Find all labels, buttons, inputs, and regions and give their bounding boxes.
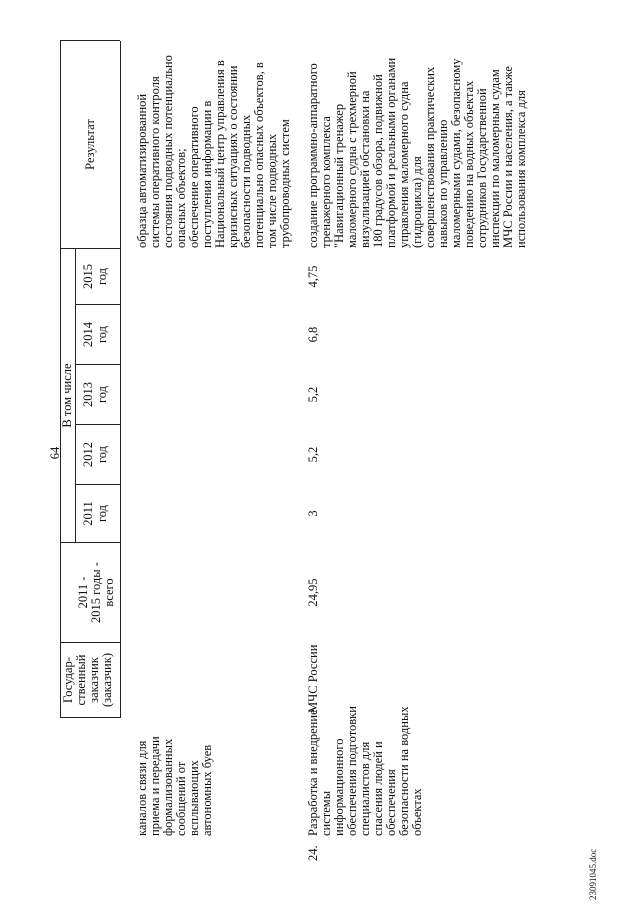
row-customer: МЧС России [306, 644, 320, 713]
page-number: 64 [48, 446, 62, 460]
row-2014: 6,8 [306, 326, 320, 343]
row-number: 24. [306, 845, 320, 861]
row-total: 24,95 [306, 578, 320, 607]
header-result: Результат [83, 119, 97, 170]
header-in-that-number: В том числе [60, 363, 74, 428]
rotated-page: 23091045.doc 64 Государ- ственный заказчик (заказчик) 2011 - 2015 годы - всего В том числе 2011 год 2012 год 2013 год 2014 год 2015 год Результат каналов связи для приема и передачи формализованных сообщений от всплывающих автономных буев образца автоматизированной системы оперативного контроля состояния подводных потенциально опасных объектов; обеспечение оперативного поступления информации в Национальный центр управления в кризисных ситуациях о состоянии безопасности подводных потенциально опасных объектов, в том числе подводных трубопроводных систем 24. Разработка и внедрение системы информационного обеспечения подготовки специалистов для спасения людей и обеспечения безопасности на водных объектах МЧС России 24,95 3 5,2 5,2 6,8 4,75 создание программно-аппаратного тренажерного комплекса "Навигационный тренажер маломерного судна с трехмерной визуализацией обстановки на 180 градусов обзора, подвижной платформой и реальными органами управления маломерного судна (гидроцикла) для совершенствования практических навыков по управлению маломерными судами, безопасному поведению на водных объектах сотрудников Государственной инспекции по маломерным судам МЧС России и населения, а также использования комплекса для [0, 0, 640, 905]
row-2012: 5,2 [306, 446, 320, 463]
row-2015: 4,75 [306, 265, 320, 288]
row-2013: 5,2 [306, 386, 320, 403]
row-2011: 3 [306, 510, 320, 517]
footer-code: 23091045.doc [588, 848, 598, 900]
